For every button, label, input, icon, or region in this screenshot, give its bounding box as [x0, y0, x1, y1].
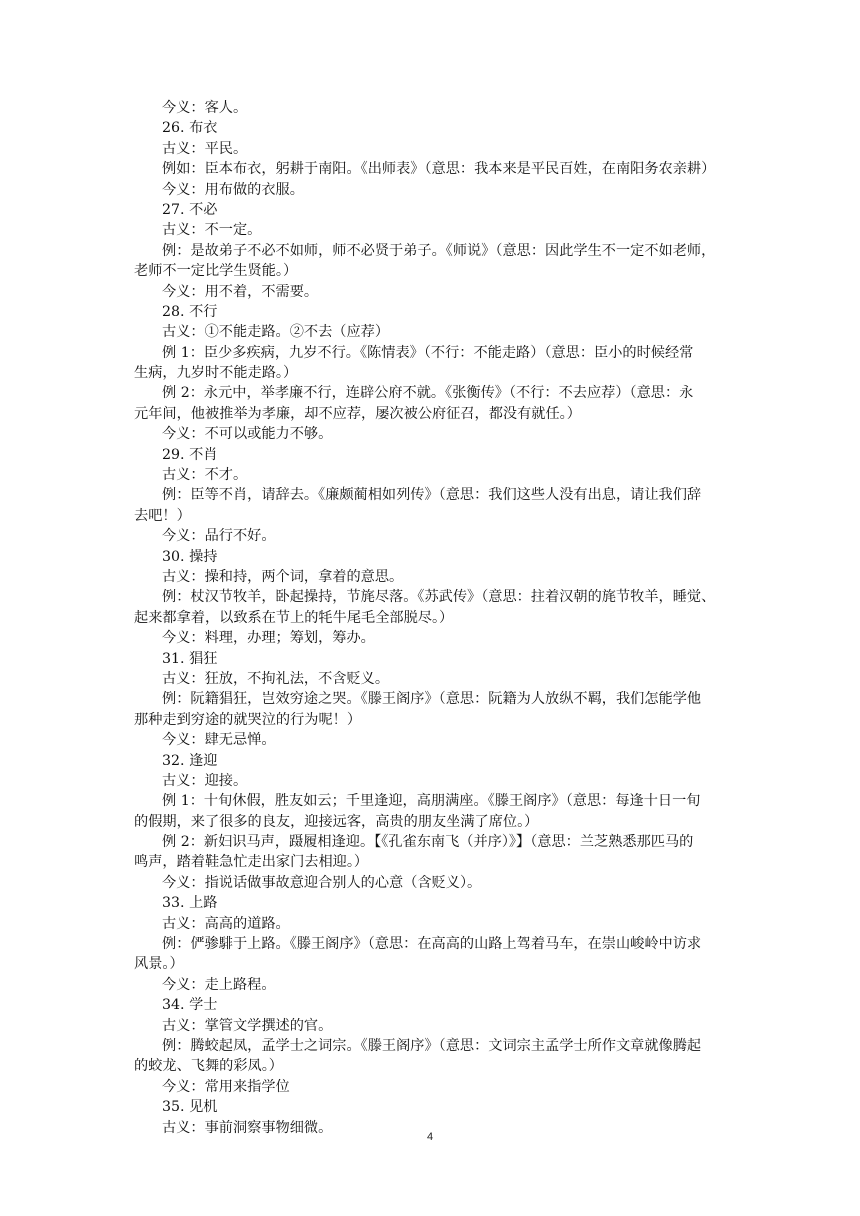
text-line: 古义：高高的道路。	[162, 915, 290, 932]
text-line: 今义：不可以或能力不够。	[162, 426, 333, 443]
text-line: 今义：肆无忌惮。	[162, 732, 276, 749]
text-line: 例：杖汉节牧羊，卧起操持，节旄尽落。《苏武传》（意思：拄着汉朝的旄节牧羊，睡觉、	[162, 589, 716, 606]
text-line: 今义：用布做的衣服。	[162, 181, 304, 198]
text-line: 26. 布衣	[162, 120, 218, 137]
text-line: 33. 上路	[162, 895, 218, 912]
text-line: 古义：迎接。	[162, 772, 248, 789]
text-line: 今义：指说话做事故意迎合别人的心意（含贬义）。	[162, 874, 482, 891]
text-line: 古义：不一定。	[162, 222, 262, 239]
text-line: 今义：品行不好。	[162, 528, 276, 545]
text-line: 例：腾蛟起凤，孟学士之词宗。《滕王阁序》（意思：文词宗主孟学士所作文章就像腾起	[162, 1037, 702, 1054]
text-line: 例：是故弟子不必不如师，师不必贤于弟子。《师说》（意思：因此学生不一定不如老师，	[162, 242, 716, 259]
text-line: 古义：事前洞察事物细微。	[162, 1119, 333, 1136]
text-line: 古义：平民。	[162, 140, 248, 157]
text-line: 去吧！）	[134, 507, 191, 524]
text-line: 29. 不肖	[162, 446, 218, 463]
text-line: 风景。）	[134, 956, 184, 973]
text-line: 例如：臣本布衣，躬耕于南阳。《出师表》（意思：我本来是平民百姓，在南阳务农亲耕）	[162, 161, 716, 178]
text-line: 今义：用不着，不需要。	[162, 283, 319, 300]
text-line: 例 2：永元中，举孝廉不行，连辟公府不就。《张衡传》（不行：不去应荐）（意思：永	[162, 385, 694, 402]
text-line: 古义：掌管文学撰述的官。	[162, 1017, 333, 1034]
page-number: 4	[426, 1131, 434, 1143]
text-line: 28. 不行	[162, 303, 218, 320]
text-line: 古义：狂放，不拘礼法，不含贬义。	[162, 670, 390, 687]
text-line: 例：阮籍猖狂，岂效穷途之哭。《滕王阁序》（意思：阮籍为人放纵不羁，我们怎能学他	[162, 691, 702, 708]
text-line: 今义：客人。	[162, 100, 248, 116]
text-line: 的蛟龙、飞舞的彩凤。）	[134, 1058, 283, 1075]
text-line: 今义：走上路程。	[162, 976, 276, 993]
text-line: 例 1：臣少多疾病，九岁不行。《陈情表》（不行：不能走路）（意思：臣小的时候经常	[162, 344, 694, 361]
text-line: 起来都拿着，以致系在节上的牦牛尾毛全部脱尽。）	[134, 609, 454, 626]
text-line: 古义：①不能走路。②不去（应荐）	[162, 324, 390, 341]
text-line: 例 2：新妇识马声，蹑履相逢迎。【《孔雀东南飞（并序）》】（意思：兰芝熟悉那匹马的	[162, 834, 694, 851]
text-line: 那种走到穷途的就哭泣的行为呢！）	[134, 711, 362, 728]
text-line: 老师不一定比学生贤能。）	[134, 263, 298, 280]
text-line: 例：臣等不肖，请辞去。《廉颇蔺相如列传》（意思：我们这些人没有出息，请让我们辞	[162, 487, 702, 504]
text-line: 31. 猖狂	[162, 650, 218, 667]
text-line: 32. 逢迎	[162, 752, 218, 769]
text-line: 35. 见机	[162, 1099, 218, 1116]
text-line: 30. 操持	[162, 548, 218, 565]
text-line: 今义：料理，办理；筹划，筹办。	[162, 630, 375, 647]
text-line: 鸣声，踏着鞋急忙走出家门去相迎。）	[134, 854, 369, 871]
text-line: 生病，九岁时不能走路。）	[134, 365, 298, 382]
text-line: 34. 学士	[162, 997, 218, 1014]
text-line: 今义：常用来指学位	[162, 1078, 290, 1095]
text-line: 古义：操和持，两个词，拿着的意思。	[162, 568, 404, 585]
text-line: 例：俨骖騑于上路。《滕王阁序》（意思：在高高的山路上驾着马车，在崇山峻岭中访求	[162, 936, 702, 953]
document-body	[134, 98, 724, 1138]
text-line: 例 1：十旬休假，胜友如云；千里逢迎，高朋满座。《滕王阁序》（意思：每逢十日一旬	[162, 793, 701, 810]
text-line: 的假期，来了很多的良友，迎接远客，高贵的朋友坐满了席位。）	[134, 813, 539, 830]
text-line: 27. 不必	[162, 201, 218, 218]
text-line: 元年间，他被推举为孝廉，却不应荐，屡次被公府征召，都没有就任。）	[134, 405, 581, 422]
text-line: 古义：不才。	[162, 467, 248, 484]
